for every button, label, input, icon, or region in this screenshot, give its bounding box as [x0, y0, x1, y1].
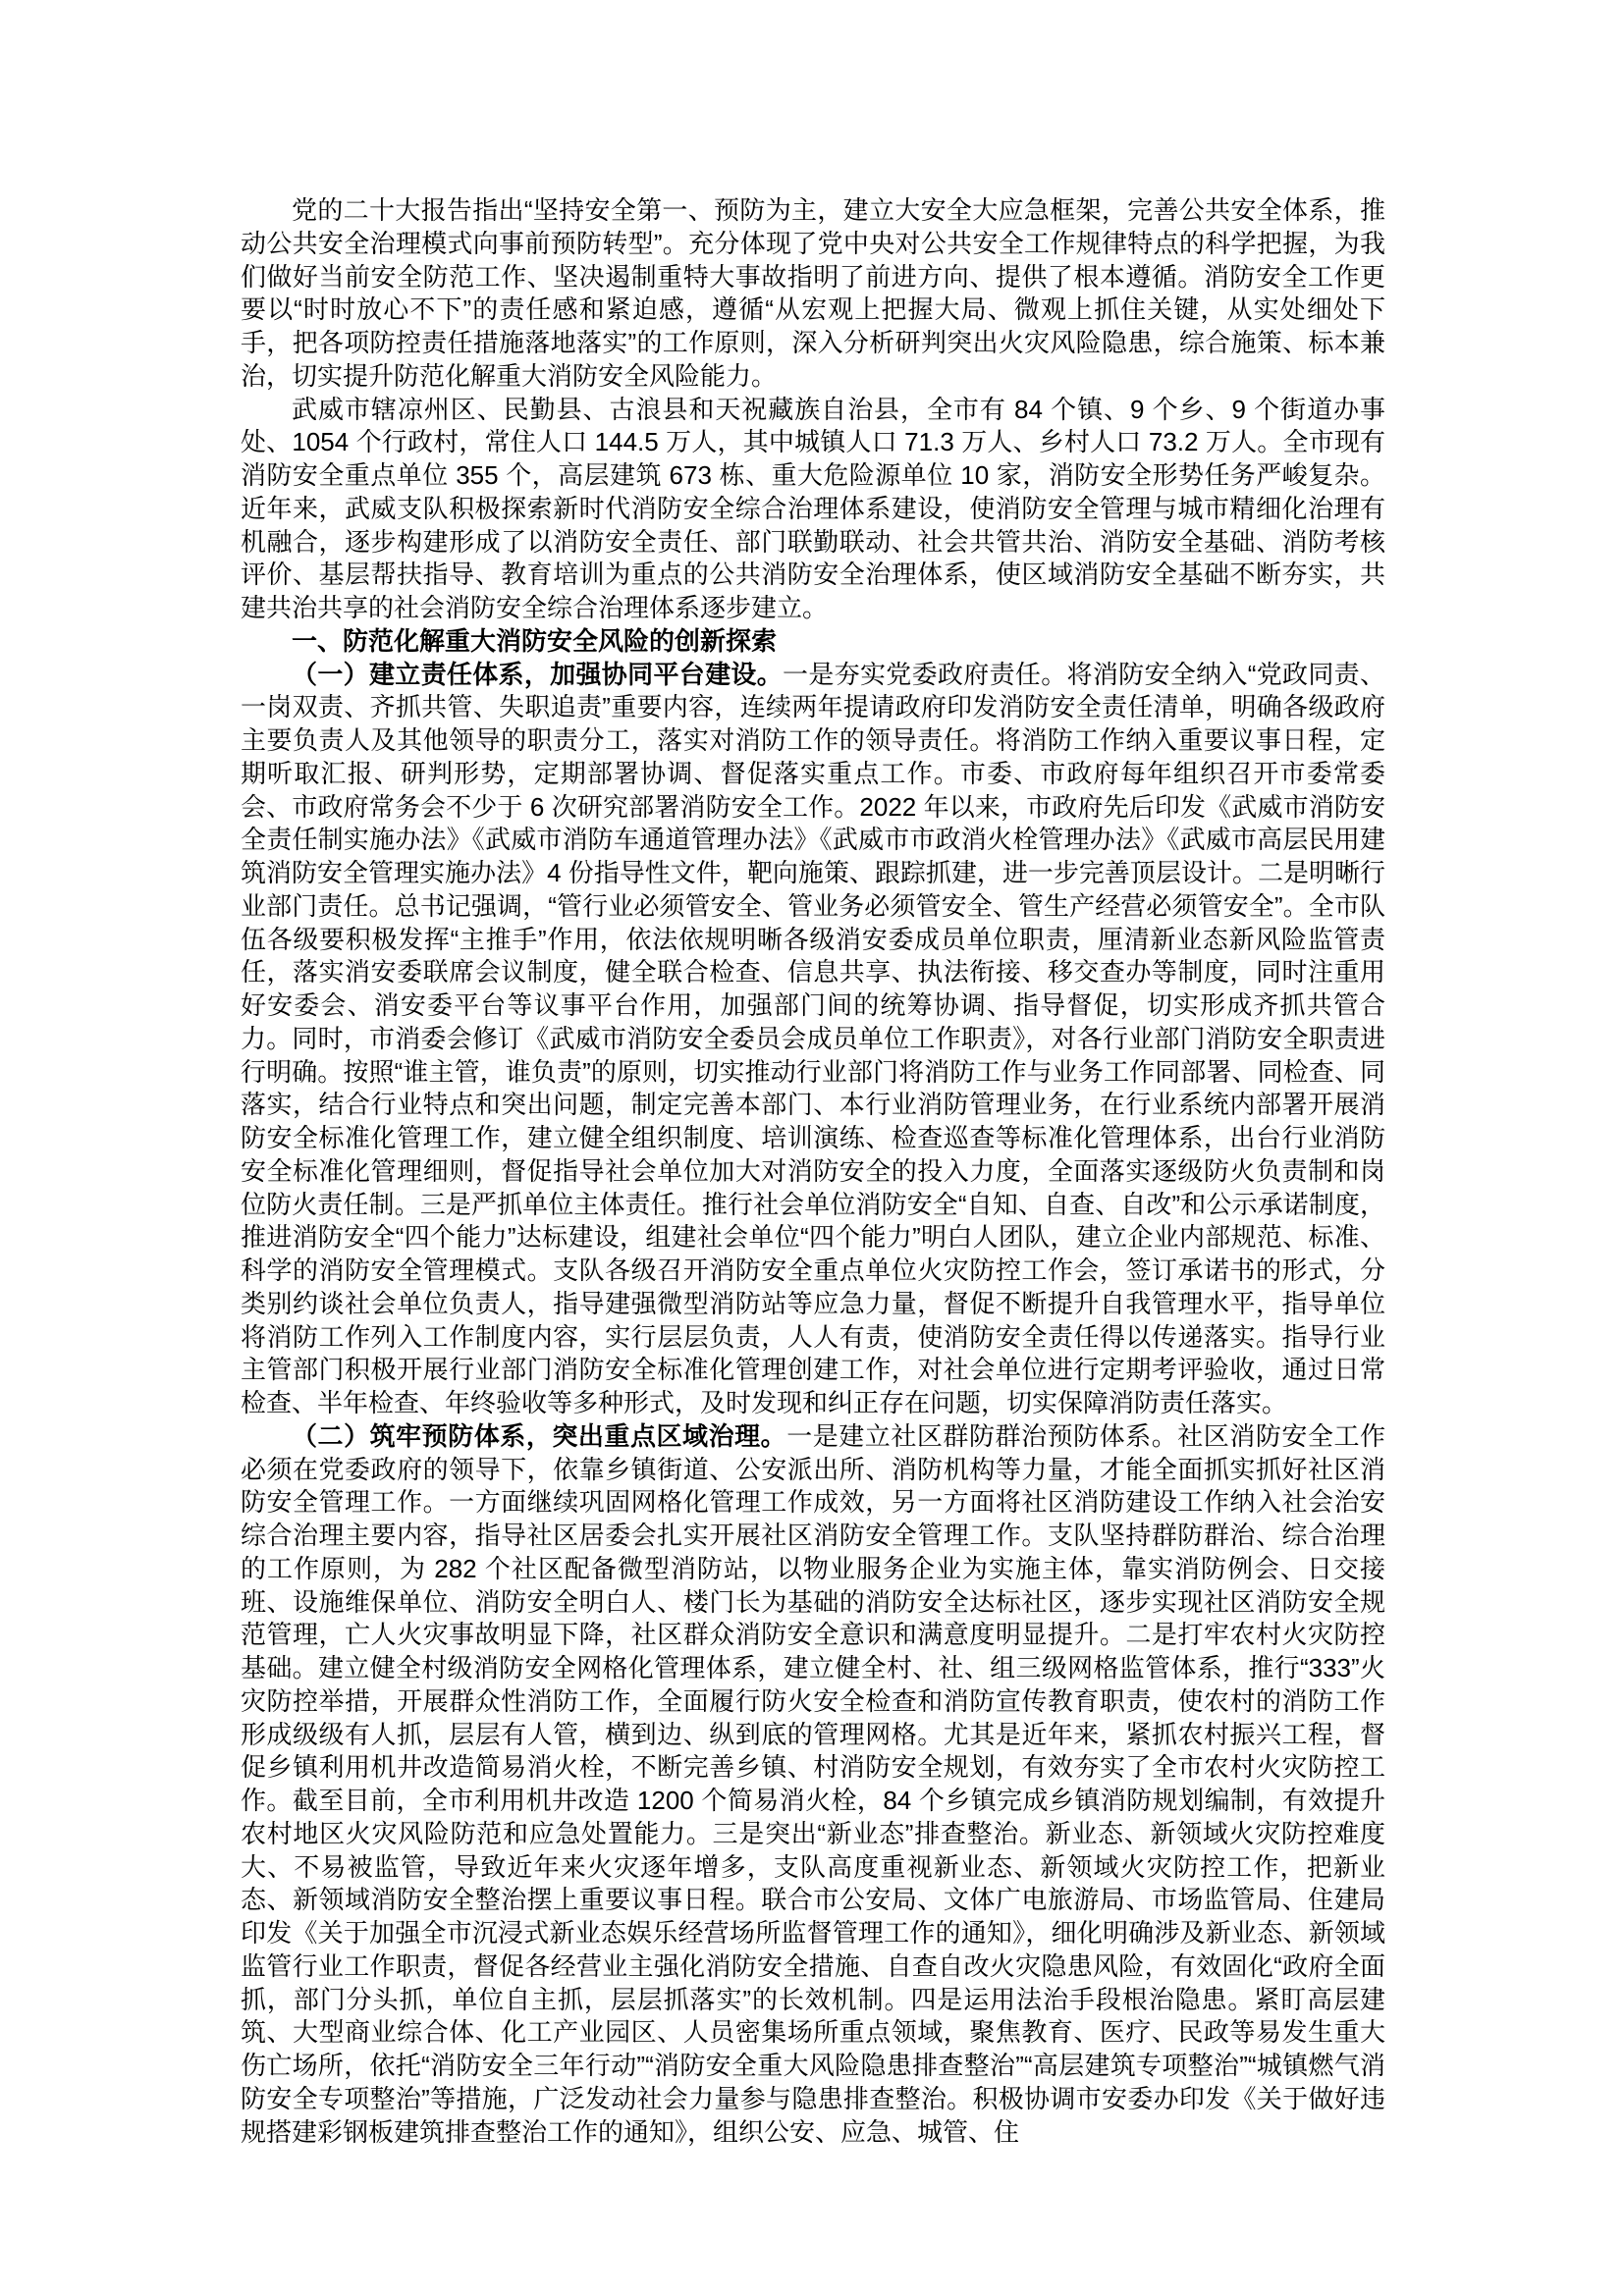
section-heading-1	[241, 625, 1385, 659]
section-heading-1-text: 一、防范化解重大消防安全风险的创新探索	[292, 625, 778, 656]
section-1-2-body: 一是建立社区群防群治预防体系。社区消防安全工作必须在党委政府的领导下，依靠乡镇街道、公安派出所、消防机构等力量，才能全面抓实抓好社区消防安全管理工作。一方面继续巩固网格化管理工作成效，另一方面将社区消防建设工作纳入社会治安综合治理主要内容，指导社区居委会扎实开展社区消防安全管理工作。支队坚持群防群治、综合治理的工作原则，为 282 个社区配备微型消防站，以物业服务企业为实施主体，靠实消防例会、日交接班、设施维保单位、消防安全明白人、楼门长为基础的消防安全达标社区，逐步实现社区消防安全规范管理，亡人火灾事故明显下降，社区群众消防安全意识和满意度明显提升。二是打牢农村火灾防控基础。建立健全村级消防安全网格化管理体系，建立健全村、社、组三级网格监管体系，推行“333”火灾防控举措，开展群众性消防工作，全面履行防火安全检查和消防宣传教育职责，使农村的消防工作形成级级有人抓，层层有人管，横到边、纵到底的管理网格。尤其是近年来，紧抓农村振兴工程，督促乡镇利用机井改造简易消火栓，不断完善乡镇、村消防安全规划，有效夯实了全市农村火灾防控工作。截至目前，全市利用机井改造 1200 个简易消火栓，84 个乡镇完成乡镇消防规划编制，有效提升农村地区火灾风险防范和应急处置能力。三是突出“新业态”排查整治。新业态、新领域火灾防控难度大、不易被监管，导致近年来火灾逐年增多，支队高度重视新业态、新领域火灾防控工作，把新业态、新领域消防安全整治摆上重要议事日程。联合市公安局、文体广电旅游局、市场监管局、住建局印发《关于加强全市沉浸式新业态娱乐经营场所监督管理工作的通知》，细化明确涉及新业态、新领域监管行业工作职责，督促各经营业主强化消防安全措施、自查自改火灾隐患风险，有效固化“政府全面抓，部门分头抓，单位自主抓，层层抓落实”的长效机制。四是运用法治手段根治隐患。紧盯高层建筑、大型商业综合体、化工产业园区、人员密集场所重点领域，聚焦教育、医疗、民政等易发生重大伤亡场所，依托“消防安全三年行动”“消防安全重大风险隐患排查整治”“高层建筑专项整治”“城镇燃气消防安全专项整治”等措施，广泛发动社会力量参与隐患排查整治。积极协调市安委办印发《关于做好违规搭建彩钢板建筑排查整治工作的通知》，组织公安、应急、城管、住	[241, 1420, 1385, 2147]
section-1-2-lead: （二）筑牢预防体系，突出重点区域治理。	[292, 1420, 787, 1451]
paragraph-city-overview	[241, 394, 1385, 625]
section-1-1-lead: （一）建立责任体系，加强协同平台建设。	[292, 659, 784, 689]
paragraph-section-1-1	[241, 659, 1385, 1420]
paragraph-intro	[241, 194, 1385, 394]
paragraph-city-overview-text: 武威市辖凉州区、民勤县、古浪县和天祝藏族自治县，全市有 84 个镇、9 个乡、9 个街道办事处、1054 个行政村，常住人口 144.5 万人，其中城镇人口 71.3 万人、乡村人口 73.2 万人。全市现有消防安全重点单位 355 个，高层建筑 673 栋、重大危险源单位 10 家，消防安全形势任务严峻复杂。近年来，武威支队积极探索新时代消防安全综合治理体系建设，使消防安全管理与城市精细化治理有机融合，逐步构建形成了以消防安全责任、部门联勤联动、社会共管共治、消防安全基础、消防考核评价、基层帮扶指导、教育培训为重点的公共消防安全治理体系，使区域消防安全基础不断夯实，共建共治共享的社会消防安全综合治理体系逐步建立。	[241, 394, 1385, 622]
document-body	[241, 194, 1385, 2149]
paragraph-section-1-2	[241, 1420, 1385, 2150]
section-1-1-body: 一是夯实党委政府责任。将消防安全纳入“党政同责、一岗双责、齐抓共管、失职追责”重要内容，连续两年提请政府印发消防安全责任清单，明确各级政府主要负责人及其他领导的职责分工，落实对消防工作的领导责任。将消防工作纳入重要议事日程，定期听取汇报、研判形势，定期部署协调、督促落实重点工作。市委、市政府每年组织召开市委常委会、市政府常务会不少于 6 次研究部署消防安全工作。2022 年以来，市政府先后印发《武威市消防安全责任制实施办法》《武威市消防车通道管理办法》《武威市市政消火栓管理办法》《武威市高层民用建筑消防安全管理实施办法》4 份指导性文件，靶向施策、跟踪抓建，进一步完善顶层设计。二是明晰行业部门责任。总书记强调，“管行业必须管安全、管业务必须管安全、管生产经营必须管安全”。全市队伍各级要积极发挥“主推手”作用，依法依规明晰各级消安委成员单位职责，厘清新业态新风险监管责任，落实消安委联席会议制度，健全联合检查、信息共享、执法衔接、移交查办等制度，同时注重用好安委会、消安委平台等议事平台作用，加强部门间的统筹协调、指导督促，切实形成齐抓共管合力。同时，市消委会修订《武威市消防安全委员会成员单位工作职责》，对各行业部门消防安全职责进行明确。按照“谁主管，谁负责”的原则，切实推动行业部门将消防工作与业务工作同部署、同检查、同落实，结合行业特点和突出问题，制定完善本部门、本行业消防管理业务，在行业系统内部署开展消防安全标准化管理工作，建立健全组织制度、培训演练、检查巡查等标准化管理体系，出台行业消防安全标准化管理细则，督促指导社会单位加大对消防安全的投入力度，全面落实逐级防火负责制和岗位防火责任制。三是严抓单位主体责任。推行社会单位消防安全“自知、自查、自改”和公示承诺制度，推进消防安全“四个能力”达标建设，组建社会单位“四个能力”明白人团队，建立企业内部规范、标准、科学的消防安全管理模式。支队各级召开消防安全重点单位火灾防控工作会，签订承诺书的形式，分类别约谈社会单位负责人，指导建强微型消防站等应急力量，督促不断提升自我管理水平，指导单位将消防工作列入工作制度内容，实行层层负责，人人有责，使消防安全责任得以传递落实。指导行业主管部门积极开展行业部门消防安全标准化管理创建工作，对社会单位进行定期考评验收，通过日常检查、半年检查、年终验收等多种形式，及时发现和纠正存在问题，切实保障消防责任落实。	[241, 659, 1385, 1417]
paragraph-intro-text: 党的二十大报告指出“坚持安全第一、预防为主，建立大安全大应急框架，完善公共安全体系，推动公共安全治理模式向事前预防转型”。充分体现了党中央对公共安全工作规律特点的科学把握，为我们做好当前安全防范工作、坚决遏制重特大事故指明了前进方向、提供了根本遵循。消防安全工作更要以“时时放心不下”的责任感和紧迫感，遵循“从宏观上把握大局、微观上抓住关键，从实处细处下手，把各项防控责任措施落地落实”的工作原则，深入分析研判突出火灾风险隐患，综合施策、标本兼治，切实提升防范化解重大消防安全风险能力。	[241, 195, 1385, 391]
